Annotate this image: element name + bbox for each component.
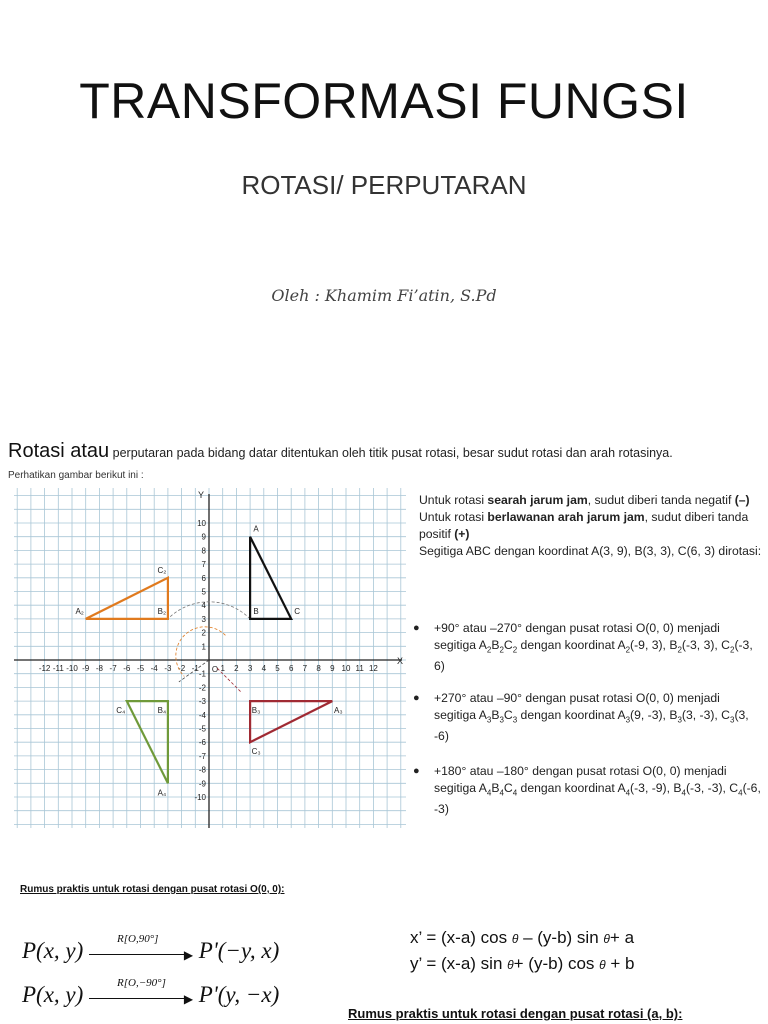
- counterclockwise-rule: Untuk rotasi berlawanan arah jarum jam, sudut diberi tanda positif (+): [419, 510, 749, 541]
- bullet-rotation-270: ● +270° atau –90° dengan pusat rotasi O(0, 0) menjadi segitiga $A_3B_3C_3$ dengan koordinat $A_3(9$, -3), $B_3(3$, -3), $C_3(3$, -6): [413, 691, 749, 744]
- y-tick-label: -8: [198, 765, 206, 775]
- y-tick-label: 5: [201, 587, 206, 597]
- vertex-label: A: [253, 524, 259, 534]
- origin-label: O: [211, 665, 219, 674]
- triangle-description: Segitiga ABC dengan koordinat A(3, 9), B(3, 3), C(6, 3) dirotasi:: [419, 544, 762, 558]
- x-tick-label: 6: [288, 664, 294, 673]
- y-tick-label: -3: [198, 697, 206, 707]
- figure-note: Perhatikan gambar berikut ini :: [8, 470, 144, 481]
- rumus-center-heading: Rumus praktis untuk rotasi dengan pusat rotasi (a, b):: [348, 1006, 683, 1021]
- slide-title: TRANSFORMASI FUNGSI: [79, 73, 689, 129]
- rumus-origin-heading: Rumus praktis untuk rotasi dengan pusat rotasi O(0, 0):: [20, 884, 285, 895]
- heading-text: perputaran pada bidang datar ditentukan oleh titik pusat rotasi, besar sudut rotasi dan arah rotasinya.: [109, 446, 673, 460]
- vertex-label: B: [253, 606, 259, 616]
- section-heading: [8, 440, 673, 463]
- y-tick-label: -7: [198, 751, 206, 761]
- arrow-right-icon: ▶: [183, 947, 194, 962]
- y-tick-label: 3: [201, 614, 206, 624]
- formula-y-prime: y’ = (x-a) sin θ+ (y-b) cos θ + b: [410, 954, 635, 973]
- y-tick-label: 10: [197, 519, 206, 528]
- y-tick-label: -4: [198, 710, 206, 720]
- vertex-label: A₃: [334, 706, 343, 716]
- x-tick-label: -3: [164, 664, 172, 673]
- arrow-right-icon: ▶: [183, 991, 194, 1006]
- bullet-rotation-90: ● +90° atau –270° dengan pusat rotasi O(0, 0) menjadi segitiga $A_2B_2C_2$ dengan koordinat $A_2(-9$, 3), $B_2(-3$, 3), $C_2(-3$, 6): [413, 621, 753, 674]
- x-tick-label: 7: [302, 664, 308, 673]
- vertex-label: B₃: [251, 706, 261, 716]
- vertex-label: C: [294, 606, 301, 616]
- y-tick-label: -1: [198, 669, 206, 679]
- slide-subtitle: ROTASI/ PERPUTARAN: [241, 170, 527, 200]
- vertex-label: A₄: [157, 788, 167, 798]
- y-tick-label: -2: [198, 683, 206, 693]
- x-tick-label: 11: [355, 664, 364, 673]
- rule-rotation-minus-90: P(x, y) R[O,−90°] ▶ P'(y, −x): [22, 976, 280, 1007]
- y-tick-label: 8: [201, 546, 206, 556]
- x-tick-label: -1: [191, 664, 199, 673]
- y-tick-label: -9: [198, 779, 206, 789]
- x-tick-label: 5: [275, 664, 280, 673]
- x-tick-label: -5: [136, 664, 145, 673]
- bullet-dot-icon: ●: [413, 692, 420, 704]
- vertex-label: A₂: [75, 606, 84, 616]
- x-axis-label: X: [396, 656, 404, 666]
- x-tick-label: -10: [66, 664, 78, 673]
- bullet-dot-icon: ●: [413, 765, 420, 777]
- x-tick-label: 2: [234, 664, 239, 673]
- rotation-explanation: [419, 492, 764, 560]
- y-tick-label: -6: [198, 738, 206, 748]
- bullet-dot-icon: ●: [413, 622, 420, 634]
- x-tick-label: 3: [247, 664, 253, 673]
- x-tick-label: -2: [178, 664, 186, 673]
- formula-x-prime: x’ = (x-a) cos θ – (y-b) sin θ+ a: [410, 928, 635, 947]
- y-tick-label: 1: [201, 642, 206, 652]
- y-tick-label: 6: [201, 573, 206, 583]
- y-tick-label: -5: [198, 724, 206, 734]
- x-tick-label: 8: [316, 664, 321, 673]
- x-tick-label: -4: [150, 664, 158, 673]
- x-tick-label: -6: [123, 664, 131, 673]
- x-tick-label: -8: [95, 664, 103, 673]
- y-tick-label: 7: [201, 560, 206, 570]
- rule-rotation-90: P(x, y) R[O,90°] ▶ P'(−y, x): [22, 932, 280, 963]
- coordinate-grid: [14, 488, 406, 828]
- vertex-label: B₂: [157, 606, 167, 616]
- x-tick-label: 12: [368, 664, 378, 673]
- x-tick-label: 9: [330, 664, 335, 673]
- clockwise-rule: Untuk rotasi searah jarum jam, sudut diberi tanda negatif (–): [419, 493, 750, 507]
- x-tick-label: -12: [38, 664, 51, 673]
- y-tick-label: 2: [201, 628, 206, 638]
- y-tick-label: 4: [201, 601, 206, 611]
- x-tick-label: -7: [109, 664, 117, 673]
- rotation-graph: [14, 488, 406, 828]
- x-tick-label: 1: [220, 664, 225, 673]
- vertex-label: C₂: [157, 565, 167, 575]
- bullet-rotation-180: ● +180° atau –180° dengan pusat rotasi O(0, 0) menjadi segitiga $A_4B_4C_4$ dengan koordinat $A_4(-3$, -9), $B_4(-3$, -3), $C_4(-6$, -3): [413, 764, 761, 817]
- author-line: Oleh : Khamim Fi’atin, S.Pd: [271, 286, 497, 305]
- x-tick-label: 10: [341, 664, 351, 673]
- vertex-label: C₃: [251, 747, 261, 757]
- y-tick-label: -10: [194, 793, 206, 802]
- x-tick-label: -11: [52, 664, 64, 673]
- vertex-label: B₄: [157, 706, 167, 716]
- x-tick-label: -9: [82, 664, 90, 673]
- vertex-label: C₄: [116, 706, 126, 716]
- y-tick-label: 9: [201, 532, 206, 542]
- heading-lead: Rotasi atau: [8, 440, 110, 462]
- x-tick-label: 4: [261, 664, 267, 673]
- y-axis-label: Y: [197, 490, 205, 500]
